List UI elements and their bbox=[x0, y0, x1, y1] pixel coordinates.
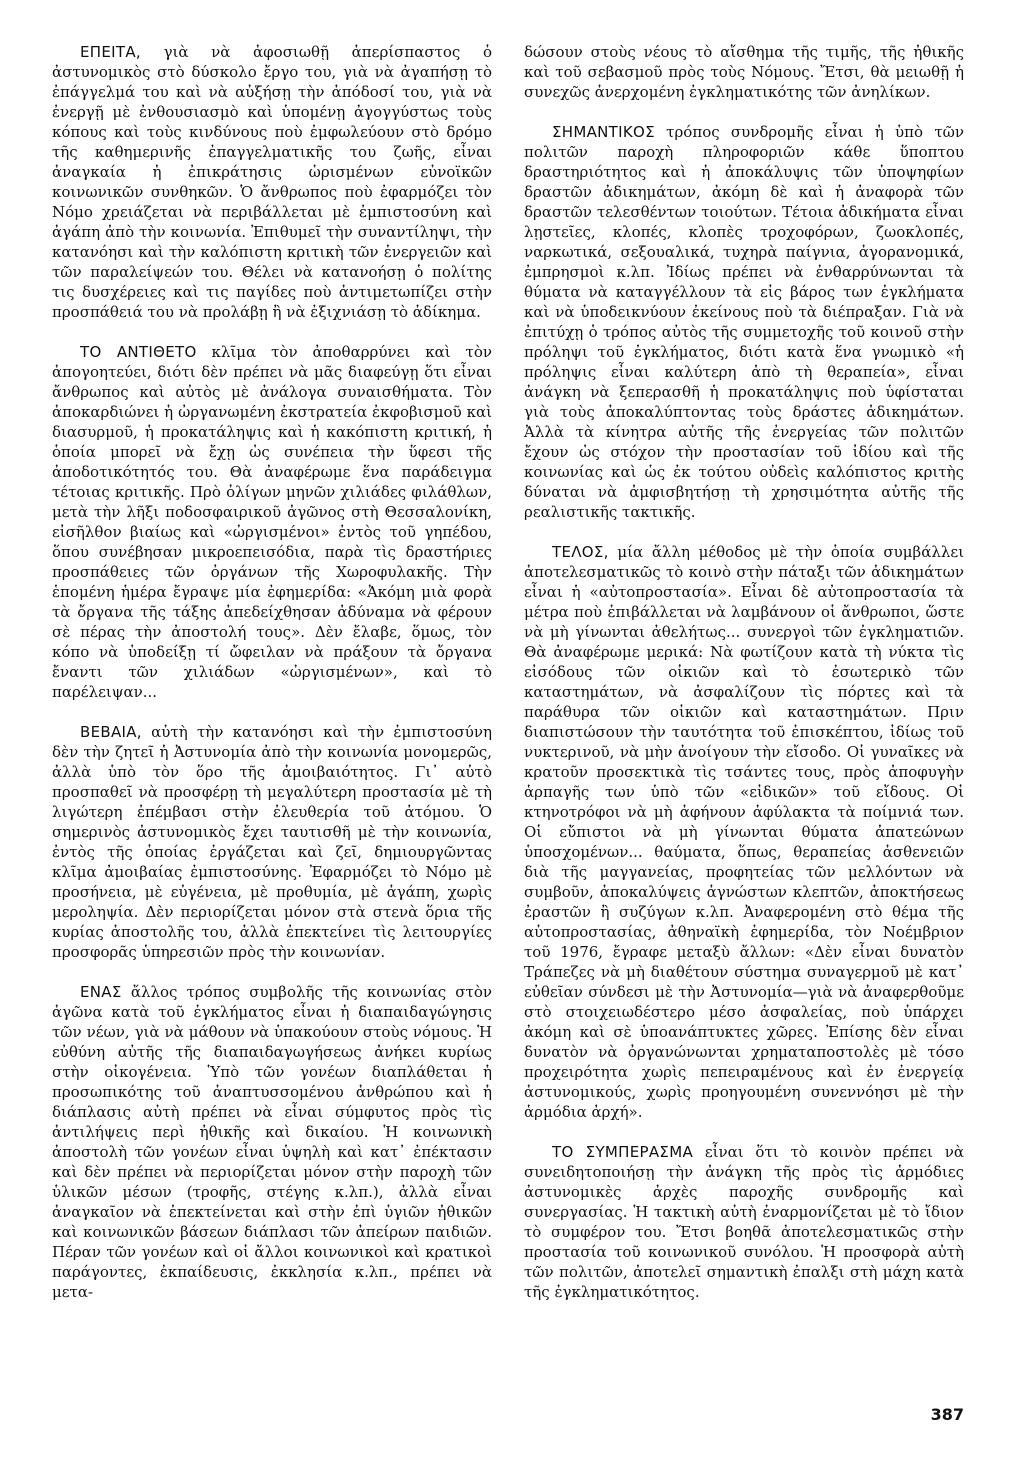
paragraph bbox=[52, 722, 492, 962]
paragraph bbox=[524, 542, 964, 1122]
left-column bbox=[52, 42, 492, 1302]
paragraph bbox=[524, 122, 964, 522]
paragraph-text: ἄλλος τρόπος συμβολῆς τῆς κοινωνίας στὸν ἀγῶνα κατὰ τοῦ ἐγκλήματος εἶναι ἡ διαπαιδαγώγησις τῶν νέων, γιὰ νὰ μάθουν νὰ ὑπακούουν στοὺς νόμους. Ἡ εὐθύνη αὐτῆς τῆς διαπαιδαγωγήσεως ἀνήκει κυρίως στὴν οἰκογένεια. Ὑπὸ τῶν γονέων διαπλάθεται ἡ προσωπικότης τοῦ ἀναπτυσσομένου ἀνθρώπου καὶ ἡ διάπλασις αὐτὴ πρέπει νὰ εἶναι σύμφυτος πρὸς τὶς ἀντιλήψεις περὶ ἠθικῆς καὶ δικαίου. Ἡ κοινωνικὴ ἀποστολὴ τῶν γονέων εἶναι ὑψηλὴ καὶ κατ᾽ ἐπέκτασιν καὶ δὲν πρέπει νὰ περιορίζεται μόνον στὴν παροχὴ τῶν ὑλικῶν μέσων (τροφῆς, στέγης κ.λπ.), ἀλλὰ εἶναι ἀναγκαῖον νὰ ἐπεκτείνεται καὶ στὴν ἐπὶ ὑγιῶν ἠθικῶν καὶ κοινωνικῶν βάσεων διάπλασι τῶν ἀπείρων παιδιῶν. Πέραν τῶν γονέων καὶ οἱ ἄλλοι κοινωνικοὶ καὶ κρατικοὶ παράγοντες, ἐκπαίδευσις, ἐκκλησία κ.λπ., πρέπει νὰ μετα- bbox=[52, 983, 492, 1301]
paragraph-lead: ΤΟ ΣΥΜΠΕΡΑΣΜΑ bbox=[552, 1143, 694, 1161]
paragraph bbox=[52, 982, 492, 1302]
paragraph-lead: ΣΗΜΑΝΤΙΚΟΣ bbox=[552, 123, 655, 141]
paragraph-lead: ΒΕΒΑΙΑ, bbox=[80, 723, 142, 741]
paragraph-continuation: δώσουν στοὺς νέους τὸ αἴσθημα τῆς τιμῆς, τῆς ἠθικῆς καὶ τοῦ σεβασμοῦ πρὸς τοὺς Νόμους. Ἔτσι, θὰ μειωθῇ ἡ συνεχῶς ἀνερχομένη ἐγκληματικότης τῶν ἀνηλίκων. bbox=[524, 43, 964, 101]
paragraph bbox=[524, 1142, 964, 1302]
paragraph-lead: ΤΟ ΑΝΤΙΘΕΤΟ bbox=[80, 343, 197, 361]
paragraph-lead: ΕΝΑΣ bbox=[80, 983, 122, 1001]
paragraph-lead: ΤΕΛΟΣ, bbox=[552, 543, 609, 561]
paragraph bbox=[52, 342, 492, 702]
right-column bbox=[524, 42, 964, 1302]
paragraph-text: αὐτὴ τὴν κατανόησι καὶ τὴν ἐμπιστοσύνη δὲν τὴν ζητεῖ ἡ Ἀστυνομία ἀπὸ τὴν κοινωνία μονομερῶς, ἀλλὰ ὑπὸ τὸν ὅρο τῆς ἀμοιβαιότητος. Γι᾽ αὐτὸ προσπαθεῖ νὰ προσφέρῃ τὴ μεγαλύτερη προστασία μὲ τὴ λιγώτερη ἐπέμβασι στὴν ἐλευθερία τοῦ ἀτόμου. Ὁ σημερινὸς ἀστυνομικὸς ἔχει ταυτισθῆ μὲ τὴν κοινωνία, ἐντὸς τῆς ὁποίας ἐργάζεται καὶ ζεῖ, δημιουργῶντας κλῖμα ἀμοιβαίας ἐμπιστοσύνης. Ἐφαρμόζει τὸ Νόμο μὲ προσήνεια, μὲ εὐγένεια, μὲ προθυμία, μὲ ἀγάπη, χωρὶς μεροληψία. Δὲν περιορίζεται μόνον στὰ στενὰ ὅρια τῆς κυρίας ἀποστολῆς του, ἀλλὰ ἐπεκτείνει τὶς λειτουργίες προσφορᾶς ὑπηρεσιῶν πρὸς τὴν κοινωνίαν. bbox=[52, 723, 492, 961]
paragraph-lead: ΕΠΕΙΤΑ, bbox=[80, 43, 141, 61]
paragraph-text: γιὰ νὰ ἀφοσιωθῇ ἀπερίσπαστος ὁ ἀστυνομικὸς στὸ δύσκολο ἔργο του, γιὰ νὰ ἀγαπήσῃ τὸ ἐπάγγελμά του καὶ νὰ αὐξήσῃ τὴν ἀπόδοσί του, γιὰ νὰ ἐνεργῇ μὲ ἐνθουσιασμὸ καὶ ὑπομένῃ ἀγογγύστως τοὺς κόπους καὶ τοὺς κινδύνους ποὺ ἐμφωλεύουν στὸ δρόμο τῆς καθημερινῆς ἐπαγγελματικῆς του ζωῆς, εἶναι ἀναγκαία ἡ ἐπικράτησις ὡρισμένων εὐνοϊκῶν κοινωνικῶν συνθηκῶν. Ὁ ἄνθρωπος ποὺ ἐφαρμόζει τὸν Νόμο χρειάζεται νὰ περιβάλλεται μὲ ἐμπιστοσύνη καὶ ἀγάπη ἀπὸ τὴν κοινωνία. Ἐπιθυμεῖ τὴν συναντίληψι, τὴν κατανόησι καὶ τὴν καλόπιστη κριτικὴ τῶν ἐνεργειῶν καὶ τῶν παραλείψεών του. Θέλει νὰ κατανοήσῃ ὁ πολίτης τις δυσχέρειες καὶ τις παγίδες ποὺ ἀντιμετωπίζει στὴν προσπάθειά του νὰ προλάβῃ ἢ νὰ ἐξιχνιάσῃ τὸ ἀδίκημα. bbox=[52, 43, 492, 321]
paragraph bbox=[52, 42, 492, 322]
paragraph-text: κλῖμα τὸν ἀποθαρρύνει καὶ τὸν ἀπογοητεύει, διότι δὲν πρέπει νὰ μᾶς διαφεύγῃ ὅτι εἶναι ἄνθρωπος καὶ αὐτὸς μὲ ἀνάλογα συναισθήματα. Τὸν ἀποκαρδιώνει ἡ ὠργανωμένη ἐκστρατεία ἐκφοβισμοῦ καὶ διασυρμοῦ, ἡ προκατάληψις καὶ ἡ κακόπιστη κριτική, ἡ ὁποία μπορεῖ νὰ ἔχῃ ὡς συνέπεια τὴν ὕφεσι τῆς ἀποδοτικότητός του. Θὰ ἀναφέρωμε ἕνα παράδειγμα τέτοιας κριτικῆς. Πρὸ ὀλίγων μηνῶν χιλιάδες φιλάθλων, μετὰ τὴν λῆξι ποδοσφαιρικοῦ ἀγῶνος στὴ Θεσσαλονίκη, εἰσῆλθον βιαίως καὶ «ὠργισμένοι» ἐντὸς τοῦ γηπέδου, ὅπου συνέβησαν μικροεπεισόδια, παρὰ τὶς δραστήριες προσπάθειες τῶν ὀργάνων τῆς Χωροφυλακῆς. Τὴν ἑπομένη ἡμέρα ἔγραψε μία ἐφημερίδα: «Ἀκόμη μιὰ φορὰ τὰ ὄργανα τῆς τάξης ἀπεδείχθησαν ἀδύναμα νὰ φέρουν σὲ πέρας τὴν ἀποστολή τους». Δὲν ἔλαβε, ὅμως, τὸν κόπο νὰ ὑποδείξῃ τί ὤφειλαν νὰ πράξουν τὰ ὄργανα ἔναντι τῶν χιλιάδων «ὠργισμένων», καὶ τὸ παρέλειψαν... bbox=[52, 343, 493, 701]
paragraph-text: μία ἄλλη μέθοδος μὲ τὴν ὁποία συμβάλλει ἀποτελεσματικῶς τὸ κοινὸ στὴν πάταξι τῶν ἀδικημάτων εἶναι ἡ «αὐτοπροστασία». Εἶναι δὲ αὐτοπροστασία τὰ μέτρα ποὺ ἐπιβάλλεται νὰ λαμβάνουν οἱ ἄνθρωποι, ὥστε νὰ μὴ γίνωνται ἀθελήτως... συνεργοὶ τῶν ἐγκληματιῶν. Θὰ ἀναφέρωμε μερικά: Νὰ φωτίζουν κατὰ τὴ νύκτα τὶς εἰσόδους τῶν οἰκιῶν καὶ τὸ ἐσωτερικὸ τῶν καταστημάτων, νὰ ἀσφαλίζουν τὶς πόρτες καὶ τὰ παράθυρα τῶν οἰκιῶν καὶ καταστημάτων. Πριν διαπιστώσουν τὴν ταυτότητα τοῦ ἐπισκέπτου, ἰδίως τοῦ νυκτερινοῦ, νὰ μὴν ἀνοίγουν τὴν εἴσοδο. Οἱ γυναῖκες νὰ κρατοῦν προσεκτικὰ τὶς τσάντες τους, πρὸς ἀποφυγὴν ἁρπαγῆς των ὑπὸ τῶν «εἰδικῶν» τοῦ εἴδους. Οἱ κτηνοτρόφοι νὰ μὴ ἀφήνουν ἀφύλακτα τὰ ποίμνιά των. Οἱ εὔπιστοι νὰ μὴ γίνωνται θύματα ἀπατεώνων ὑποσχομένων... θαύματα, ὅπως, θεραπείας ἀσθενειῶν διὰ τῆς μαγγανείας, προφητείας τῶν μελλόντων νὰ συμβοῦν, ἀποκαλύψεις ἀγνώστων κλεπτῶν, ἀποκτήσεως ἐραστῶν ἢ συζύγων κ.λπ. Ἀναφερομένη στὸ θέμα τῆς αὐτοπροστασίας, ἀθηναϊκὴ ἐφημερίδα, τὸν Νοέμβριον τοῦ 1976, ἔγραφε μεταξὺ ἄλλων: «Δὲν εἶναι δυνατὸν Τράπεζες νὰ μὴ διαθέτουν σύστημα συναγερμοῦ μὲ κατ᾽ εὐθεῖαν σύνδεσι μὲ τὴν Ἀστυνομία—γιὰ νὰ ἀναφερθοῦμε στὸ στοιχειωδέστερο μέσο ἀσφαλείας, ποὺ ὑπάρχει ἀκόμη καὶ σὲ ὑποανάπτυκτες χῶρες. Ἐπίσης δὲν εἶναι δυνατὸν νὰ ὀργανώνωνται χρηματαποστολὲς μὲ τόσο προχειρότητα χωρὶς πεπειραμένους καὶ ἐν ἐνεργείᾳ ἀστυνομικούς, χωρὶς προηγουμένη συνεννόησι μὲ τὴν ἁρμόδια ἀρχή». bbox=[524, 543, 964, 1121]
paragraph-text: τρόπος συνδρομῆς εἶναι ἡ ὑπὸ τῶν πολιτῶν παροχὴ πληροφοριῶν κάθε ὕποπτου δραστηριότητος καὶ ἡ ἀποκάλυψις τῶν ὑποψηφίων δραστῶν ἀδικημάτων, ἀκόμη δὲ καὶ ἡ ἀναφορὰ τῶν δραστῶν τελεσθέντων τοιούτων. Τέτοια ἀδικήματα εἶναι λῃστεῖες, κλοπές, κλοπὲς τροχοφόρων, ζωοκλοπές, ναρκωτικά, σεξουαλικά, τυχηρὰ παίγνια, ἀγορανομικά, ἐμπρησμοὶ κ.λπ. Ἰδίως πρέπει νὰ ἐνθαρρύνωνται τὰ θύματα νὰ καταγγέλλουν τὰ εἰς βάρος των ἐγκλήματα καὶ νὰ ὑποδεικνύουν ἐκείνους ποὺ τὰ διέπραξαν. Γιὰ νὰ ἐπιτύχῃ ὁ τρόπος αὐτὸς τῆς συμμετοχῆς τοῦ κοινοῦ στὴν πρόληψι τοῦ ἐγκλήματος, διότι κατὰ ἕνα γνωμικὸ «ἡ πρόληψις εἶναι καλύτερη ἀπὸ τὴ θεραπεία», εἶναι ἀνάγκη νὰ ξεπερασθῆ ἡ προκατάληψις ποὺ ὑφίσταται γιὰ τοὺς ἀποκαλύπτοντας τοὺς δράστες ἀδικημάτων. Ἀλλὰ τὰ κίνητρα αὐτῆς τῆς ἐνεργείας τῶν πολιτῶν ἔχουν ὡς στόχον τὴν προστασίαν τοῦ ἰδίου καὶ τῆς κοινωνίας καὶ ὡς ἐκ τούτου οὐδεὶς καλόπιστος κριτὴς δύναται νὰ ἀμφισβητήσῃ τὴ χρησιμότητα αὐτῆς τῆς ρεαλιστικῆς τακτικῆς. bbox=[524, 123, 964, 521]
paragraph-text: εἶναι ὅτι τὸ κοινὸν πρέπει νὰ συνειδητοποιήσῃ τὴν ἀνάγκη τῆς πρὸς τὶς ἁρμόδιες ἀστυνομικὲς ἀρχὲς παροχῆς συνδρομῆς καὶ συνεργασίας. Ἡ τακτικὴ αὐτὴ ἐναρμονίζεται μὲ τὸ ἴδιον τὸ συμφέρον του. Ἔτσι βοηθᾶ ἀποτελεσματικῶς στὴν προστασία τοῦ κοινωνικοῦ συνόλου. Ἡ προσφορὰ αὐτὴ τῶν πολιτῶν, ἀποτελεῖ σημαντικὴ ἐπαλξι στὴ μάχη κατὰ τῆς ἐγκληματικότητος. bbox=[524, 1143, 964, 1301]
page-number: 387 bbox=[930, 1405, 964, 1424]
